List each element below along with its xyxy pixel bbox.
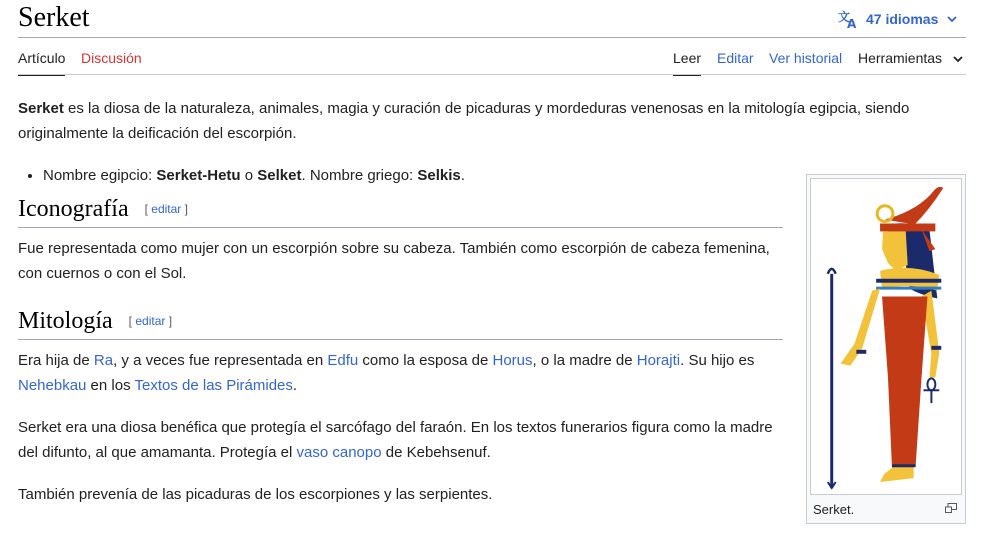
- link-horus[interactable]: Horus: [492, 352, 533, 369]
- link-textos-piramides[interactable]: Textos de las Pirámides: [134, 377, 293, 394]
- tab-edit[interactable]: Editar: [717, 50, 754, 66]
- svg-text:文: 文: [838, 10, 851, 24]
- list-item: • Nombre egipcio: Serket-Hetu o Selket. Nombre griego: Selkis.: [43, 163, 966, 188]
- enlarge-icon[interactable]: [945, 503, 957, 513]
- page-tabs: [18, 44, 966, 75]
- mythology-paragraph-2: Serket era una diosa benéfica que protegía el sarcófago del faraón. En los textos funerarios figura como la madre del difunto, al que amamanta. Protegía el vaso canopo de Kebehsenuf.: [18, 419, 773, 461]
- chevron-down-icon: [952, 53, 964, 65]
- section-heading-iconografia: Iconografía [ editar ]: [18, 194, 783, 228]
- edit-section-link[interactable]: [ editar ]: [128, 314, 173, 328]
- link-horajti[interactable]: Horajti: [636, 352, 681, 369]
- language-count: 47 idiomas: [866, 11, 939, 27]
- chevron-down-icon: [946, 13, 958, 25]
- translate-icon: [838, 9, 858, 29]
- tools-label: Herramientas: [858, 50, 943, 66]
- tab-discussion[interactable]: Discusión: [81, 50, 142, 66]
- tabs-divider: [18, 74, 966, 75]
- intro-paragraph: Serket es la diosa de la naturaleza, animales, magia y curación de picaduras y mordeduras venenosas en la mitología egipcia, siendo originalmente la deificación del escorpión.: [18, 100, 910, 142]
- tab-article[interactable]: Artículo: [18, 50, 66, 66]
- serket-image[interactable]: [810, 178, 962, 495]
- link-edfu[interactable]: Edfu: [327, 352, 359, 369]
- image-caption: Serket.: [813, 502, 855, 517]
- mythology-paragraph-1: Era hija de Ra, y a veces fue representada en Edfu como la esposa de Horus, o la madre de Horajti. Su hijo es Nehebkau en los Textos de las Pirámides.: [18, 352, 755, 394]
- intro-bold-name: Serket: [18, 100, 64, 117]
- section-heading-mitologia: Mitología [ editar ]: [18, 306, 783, 340]
- link-vaso-canopo[interactable]: vaso canopo: [296, 444, 382, 461]
- iconography-paragraph: Fue representada como mujer con un escorpión sobre su cabeza. También como escorpión de cabeza femenina, con cuernos o con el Sol.: [18, 240, 770, 282]
- mythology-paragraph-3: También prevenía de las picaduras de los escorpiones y las serpientes.: [18, 486, 493, 503]
- link-nehebkau[interactable]: Nehebkau: [18, 377, 87, 394]
- tab-read[interactable]: Leer: [673, 50, 702, 66]
- svg-text:A: A: [847, 17, 857, 29]
- infobox-figure: [806, 174, 966, 524]
- tab-history[interactable]: Ver historial: [769, 50, 843, 66]
- tools-menu[interactable]: [858, 50, 964, 67]
- edit-section-link[interactable]: [ editar ]: [144, 202, 188, 216]
- page-title: Serket: [18, 2, 90, 33]
- title-divider: [18, 37, 966, 38]
- language-button[interactable]: [838, 8, 958, 30]
- link-ra[interactable]: Ra: [93, 352, 114, 369]
